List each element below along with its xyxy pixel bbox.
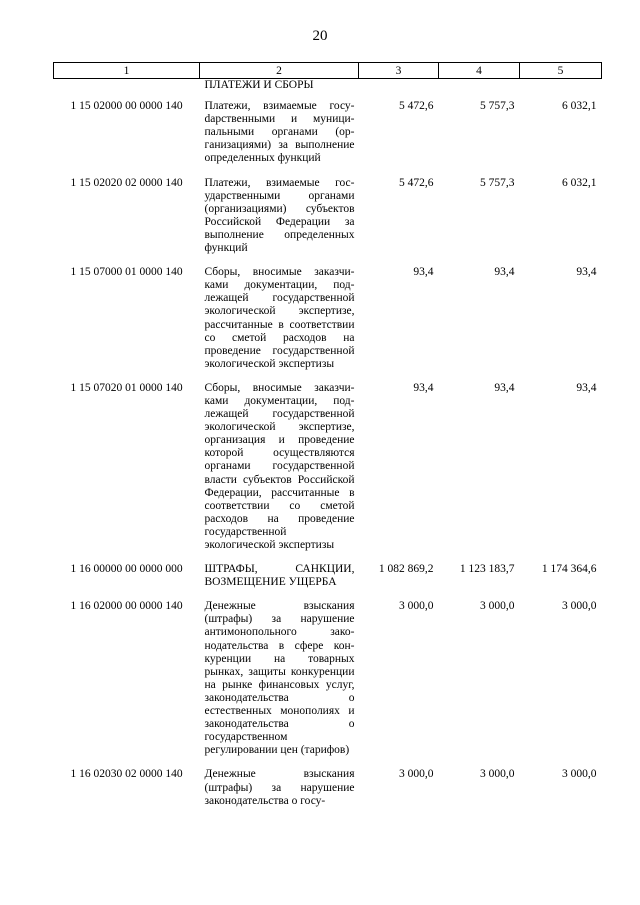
value-year-3: 1 174 364,6 [541, 563, 597, 576]
item-name: Сборы, вносимые заказчиками документации, подлежащей государственной экологической экспертизе, рассчитанные в соответствии со сметой расходов на проведение государственной экологической экспертизы [204, 266, 355, 370]
continued-heading-row [54, 79, 602, 93]
table-body [54, 79, 602, 808]
column-header: 2 [200, 63, 359, 79]
value-year-3: 93,4 [576, 266, 597, 279]
value-year-2: 3 000,0 [480, 768, 515, 781]
value-year-1: 3 000,0 [399, 768, 434, 781]
value-year-1: 1 082 869,2 [378, 563, 434, 576]
page-number: 20 [312, 28, 328, 44]
budget-code: 1 16 02030 02 0000 140 [70, 768, 183, 781]
value-year-1: 3 000,0 [399, 600, 434, 613]
value-year-1: 5 472,6 [399, 100, 434, 113]
table-row [54, 266, 602, 371]
item-name: Сборы, вносимые заказчиками документации, подлежащей государственной экологической экспертизе, организация и проведение которой осуществляются органами государственной власти субъектов Российской Федерации, рассчитанные в соответствии со сметой расходов на проведение государственной экологической экспертизы [204, 381, 355, 551]
budget-code: 1 15 07020 01 0000 140 [70, 381, 183, 394]
value-year-2: 5 757,3 [480, 100, 515, 113]
item-name: Денежные взыскания (штрафы) за нарушение законодательства о госу- [204, 768, 355, 807]
item-name: Денежные взыскания (штрафы) за нарушение антимонопольного законодательства в сфере конкуренции на товарных рынках, защиты конкуренции на рынке финансовых услуг, законодательства о естественных монополиях и законодательства о государственном регулировании цен (тарифов) [204, 600, 355, 757]
value-year-1: 5 472,6 [399, 176, 434, 189]
table-row [54, 600, 602, 757]
value-year-3: 6 032,1 [562, 176, 597, 189]
value-year-2: 93,4 [494, 381, 515, 394]
column-header: 5 [520, 63, 602, 79]
item-name: ШТРАФЫ, САНКЦИИ, ВОЗМЕЩЕНИЕ УЩЕРБА [204, 563, 355, 589]
value-year-3: 3 000,0 [562, 600, 597, 613]
table-row [54, 768, 602, 807]
column-header: 1 [54, 63, 200, 79]
budget-code: 1 15 07000 01 0000 140 [70, 266, 183, 279]
budget-code: 1 15 02000 00 0000 140 [70, 100, 183, 113]
value-year-3: 6 032,1 [562, 100, 597, 113]
value-year-2: 5 757,3 [480, 176, 515, 189]
value-year-3: 3 000,0 [562, 768, 597, 781]
item-name: Платежи, взимаемые государственными органами (организациями) субъектов Российской Федерации за выполнение определенных функций [204, 176, 355, 255]
budget-code: 1 16 00000 00 0000 000 [70, 563, 183, 576]
table-row [54, 563, 602, 589]
budget-code: 1 16 02000 00 0000 140 [70, 600, 183, 613]
column-header: 4 [439, 63, 520, 79]
item-name: Платежи, взимаемые госуdарственными и муниципальными органами (организациями) за выполнение определенных функций [204, 100, 355, 165]
table-row [54, 100, 602, 165]
column-header: 3 [359, 63, 439, 79]
continued-heading: ПЛАТЕЖИ И СБОРЫ [204, 79, 314, 91]
budget-table [53, 62, 602, 808]
table-row [54, 177, 602, 256]
value-year-2: 93,4 [494, 266, 515, 279]
value-year-1: 93,4 [413, 266, 434, 279]
column-number-row [54, 63, 602, 79]
value-year-3: 93,4 [576, 381, 597, 394]
table-row [54, 382, 602, 552]
value-year-2: 3 000,0 [480, 600, 515, 613]
value-year-2: 1 123 183,7 [459, 563, 515, 576]
value-year-1: 93,4 [413, 381, 434, 394]
budget-code: 1 15 02020 02 0000 140 [70, 176, 183, 189]
